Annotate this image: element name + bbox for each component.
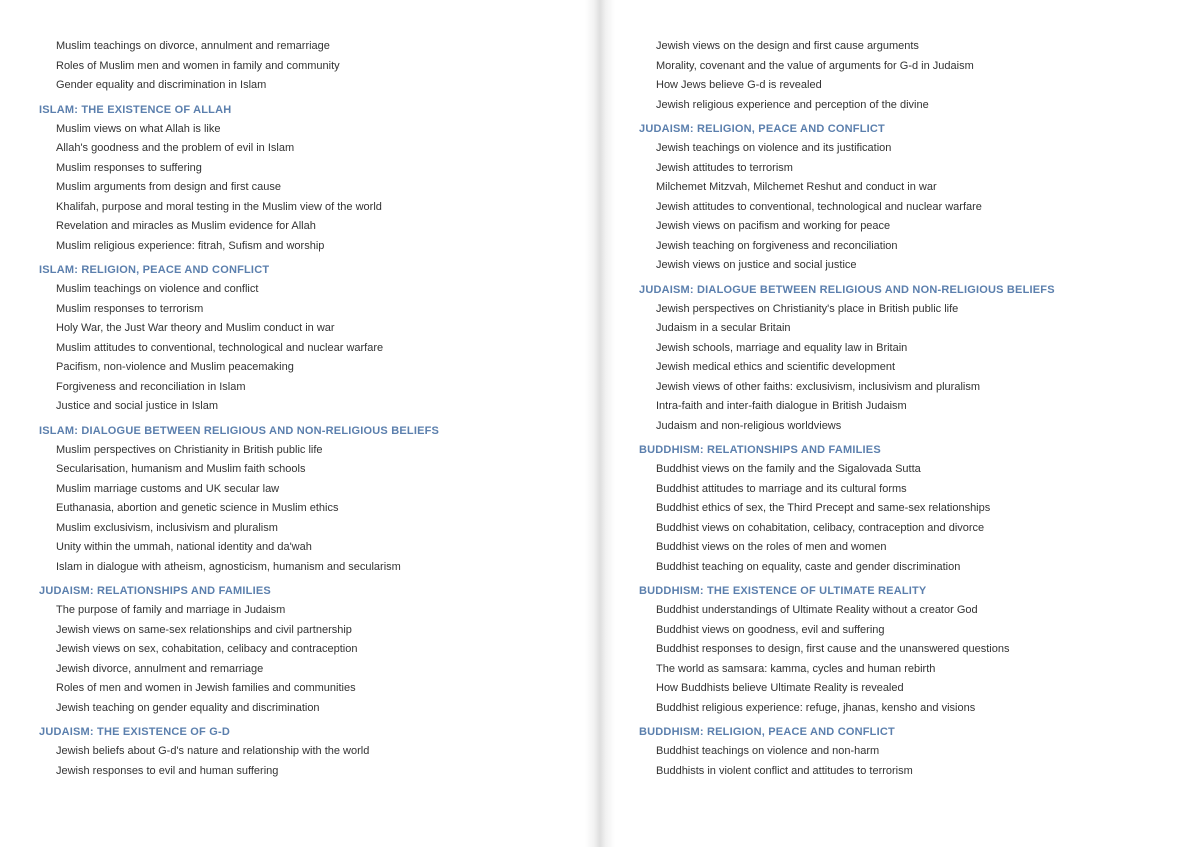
topic-item: Muslim teachings on violence and conflict (56, 283, 259, 295)
topic-item: Khalifah, purpose and moral testing in the Muslim view of the world (56, 200, 382, 213)
topic-item: Buddhist views on cohabitation, celibacy, contraception and divorce (656, 521, 985, 534)
topic-item: Judaism in a secular Britain (656, 322, 791, 334)
topic-item: Jewish teachings on violence and its justification (656, 142, 892, 154)
topic-item: Buddhist religious experience: refuge, jhanas, kensho and visions (656, 701, 976, 714)
topic-item: Jewish attitudes to conventional, technological and nuclear warfare (656, 200, 982, 213)
intro-topic-list (639, 37, 1184, 115)
topic-list (639, 742, 1184, 781)
topic-item: Jewish schools, marriage and equality law in Britain (656, 341, 908, 354)
topic-item: Intra-faith and inter-faith dialogue in British Judaism (656, 400, 907, 412)
topic-item: Islam in dialogue with atheism, agnosticism, humanism and secularism (56, 560, 401, 573)
topic-item: Jewish views on the design and first cause arguments (656, 40, 919, 52)
topic-item: Jewish views on pacifism and working for peace (656, 220, 891, 232)
section-heading: JUDAISM: RELIGION, PEACE AND CONFLICT (639, 123, 885, 135)
topic-item: Allah's goodness and the problem of evil in Islam (56, 142, 295, 154)
topic-item: Muslim marriage customs and UK secular law (56, 482, 280, 495)
intro-topic-list (39, 37, 579, 96)
section-heading: BUDDHISM: THE EXISTENCE OF ULTIMATE REALITY (639, 585, 927, 597)
topic-item: Euthanasia, abortion and genetic science in Muslim ethics (56, 502, 339, 514)
topic-section (39, 260, 579, 417)
topic-list (39, 441, 579, 578)
topic-item: Jewish perspectives on Christianity's place in British public life (656, 302, 959, 315)
topic-section (639, 280, 1184, 437)
topic-item: Buddhist views on the roles of men and women (656, 541, 887, 553)
topic-item: How Buddhists believe Ultimate Reality is revealed (656, 682, 904, 694)
topic-item: Gender equality and discrimination in Islam (56, 79, 267, 91)
topic-item: Jewish views of other faiths: exclusivism, inclusivism and pluralism (656, 380, 980, 393)
section-heading: ISLAM: DIALOGUE BETWEEN RELIGIOUS AND NON-RELIGIOUS BELIEFS (39, 424, 440, 437)
section-heading: JUDAISM: DIALOGUE BETWEEN RELIGIOUS AND NON-RELIGIOUS BELIEFS (639, 283, 1055, 296)
topic-section (39, 421, 579, 578)
topic-item: Muslim perspectives on Christianity in British public life (56, 443, 323, 456)
section-heading: JUDAISM: RELATIONSHIPS AND FAMILIES (39, 585, 271, 597)
topic-item: Jewish views on same-sex relationships and civil partnership (56, 623, 352, 636)
topic-item: Unity within the ummah, national identity and da'wah (56, 541, 312, 553)
topic-item: Justice and social justice in Islam (56, 400, 219, 412)
topic-item: Buddhist responses to design, first cause and the unanswered questions (656, 643, 1010, 655)
topic-section (639, 581, 1184, 718)
topic-list (639, 139, 1184, 276)
section-heading: ISLAM: THE EXISTENCE OF ALLAH (39, 103, 232, 116)
topic-item: Muslim arguments from design and first cause (56, 181, 281, 193)
topic-item: Muslim teachings on divorce, annulment and remarriage (56, 40, 330, 52)
topic-item: Buddhist teachings on violence and non-harm (656, 745, 880, 757)
topic-item: Buddhist attitudes to marriage and its cultural forms (656, 482, 907, 495)
section-heading: BUDDHISM: RELATIONSHIPS AND FAMILIES (639, 444, 881, 456)
topic-list (639, 300, 1184, 437)
topic-item: Pacifism, non-violence and Muslim peacemaking (56, 361, 294, 373)
topic-item: Milchemet Mitzvah, Milchemet Reshut and conduct in war (656, 181, 937, 193)
right-page (600, 0, 1200, 847)
topic-item: How Jews believe G-d is revealed (656, 79, 822, 91)
topic-list (639, 460, 1184, 577)
topic-item: Secularisation, humanism and Muslim faith schools (56, 463, 306, 475)
topic-section (639, 119, 1184, 276)
topic-list (39, 742, 579, 781)
topic-item: Roles of men and women in Jewish families and communities (56, 682, 356, 694)
topic-item: Jewish views on justice and social justice (656, 259, 857, 271)
topic-item: Roles of Muslim men and women in family and community (56, 59, 340, 72)
topic-section (39, 100, 579, 257)
topic-item: Forgiveness and reconciliation in Islam (56, 380, 246, 393)
topic-item: Muslim responses to suffering (56, 161, 202, 174)
topic-item: Revelation and miracles as Muslim evidence for Allah (56, 220, 316, 232)
topic-section (639, 722, 1184, 781)
topic-item: Buddhist views on goodness, evil and suffering (656, 623, 885, 636)
topic-item: Buddhist teaching on equality, caste and gender discrimination (656, 560, 961, 573)
topic-item: The purpose of family and marriage in Judaism (56, 604, 286, 616)
topic-list (39, 120, 579, 257)
topic-section (639, 440, 1184, 577)
topic-list (639, 601, 1184, 718)
topic-item: Jewish teaching on gender equality and discrimination (56, 701, 320, 714)
topic-item: Buddhist ethics of sex, the Third Precept and same-sex relationships (656, 502, 991, 514)
topic-item: Muslim responses to terrorism (56, 302, 204, 315)
topic-item: Muslim religious experience: fitrah, Sufism and worship (56, 239, 325, 252)
topic-item: Jewish attitudes to terrorism (656, 161, 793, 174)
topic-item: Muslim views on what Allah is like (56, 122, 221, 135)
topic-list (39, 280, 579, 417)
topic-item: Jewish views on sex, cohabitation, celibacy and contraception (56, 643, 358, 655)
section-heading: ISLAM: RELIGION, PEACE AND CONFLICT (39, 264, 270, 276)
topic-item: Judaism and non-religious worldviews (656, 419, 842, 432)
topic-item: Holy War, the Just War theory and Muslim conduct in war (56, 322, 335, 334)
topic-item: Buddhist understandings of Ultimate Reality without a creator God (656, 604, 978, 616)
right-content-column (639, 37, 1184, 785)
section-heading: BUDDHISM: RELIGION, PEACE AND CONFLICT (639, 726, 895, 738)
topic-item: Jewish beliefs about G-d's nature and relationship with the world (56, 745, 370, 757)
topic-item: Jewish medical ethics and scientific development (656, 361, 896, 373)
topic-item: Jewish religious experience and perception of the divine (656, 98, 929, 111)
topic-item: Jewish teaching on forgiveness and reconciliation (656, 239, 898, 252)
topic-item: Morality, covenant and the value of arguments for G-d in Judaism (656, 59, 974, 72)
left-content-column (39, 37, 579, 785)
topic-item: Muslim exclusivism, inclusivism and pluralism (56, 521, 278, 534)
topic-item: Buddhist views on the family and the Sigalovada Sutta (656, 463, 921, 475)
topic-section (39, 581, 579, 718)
topic-item: Jewish divorce, annulment and remarriage (56, 662, 264, 675)
section-heading: JUDAISM: THE EXISTENCE OF G-D (39, 726, 230, 738)
topic-section (39, 722, 579, 781)
topic-item: Jewish responses to evil and human suffering (56, 764, 279, 777)
topic-item: Buddhists in violent conflict and attitudes to terrorism (656, 764, 913, 777)
topic-item: Muslim attitudes to conventional, technological and nuclear warfare (56, 341, 384, 354)
topic-list (39, 601, 579, 718)
topic-item: The world as samsara: kamma, cycles and human rebirth (656, 662, 936, 675)
